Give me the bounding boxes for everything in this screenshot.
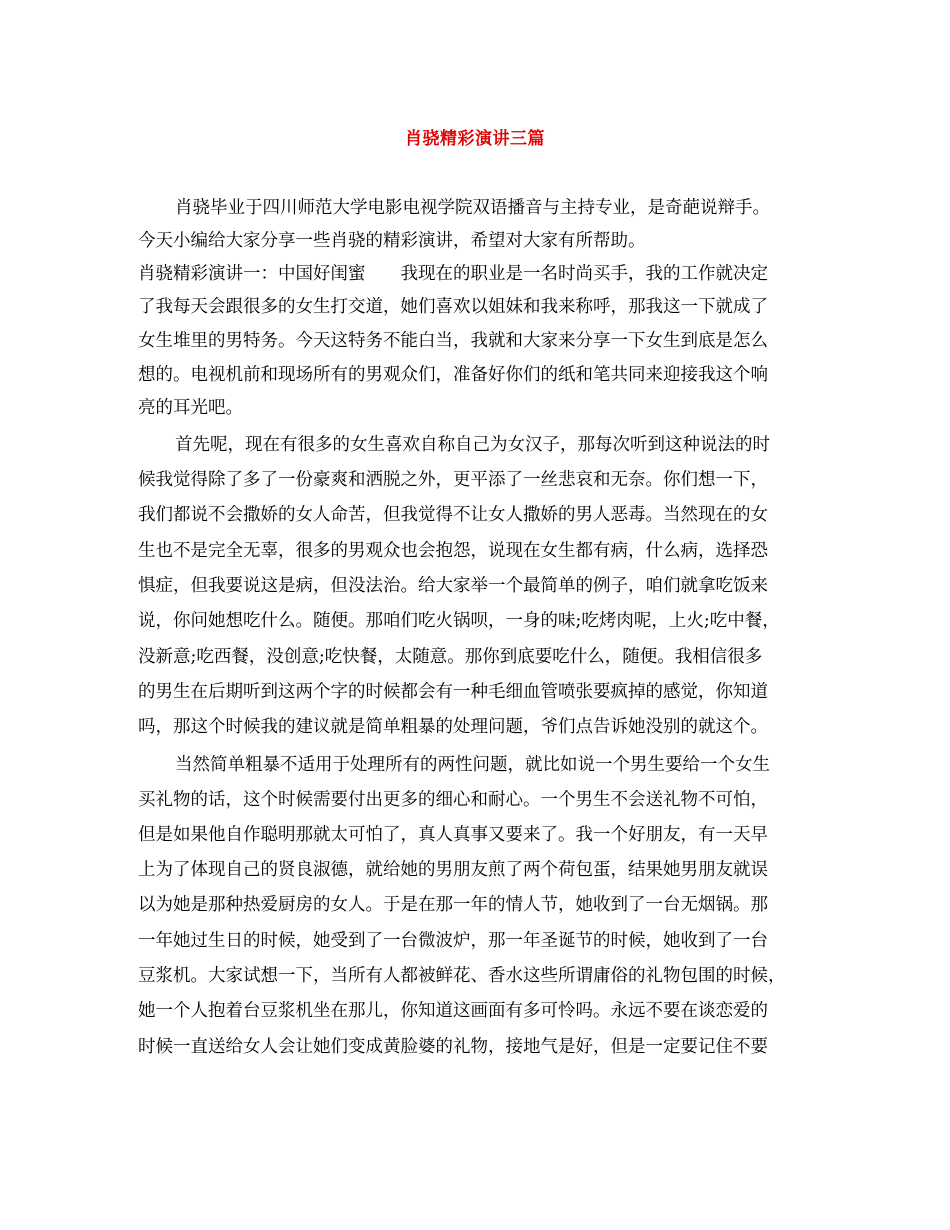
paragraph-line: 的男生在后期听到这两个字的时候都会有一种毛细血管喷张要疯掉的感觉，你知道 — [138, 682, 768, 702]
paragraph-line: 惧症，但我要说这是病，但没法治。给大家举一个最简单的例子，咱们就拿吃饭来 — [138, 576, 768, 596]
paragraph-line: 一年她过生日的时候，她受到了一台微波炉，那一年圣诞节的时候，她收到了一台 — [138, 931, 768, 951]
paragraph-line: 但是如果他自作聪明那就太可怕了，真人真事又要来了。我一个好朋友，有一天早 — [138, 825, 768, 845]
paragraph-line: 说，你问她想吃什么。随便。那咱们吃火锅呗，一身的味;吃烤肉呢，上火;吃中餐， — [138, 611, 780, 631]
paragraph-line: 没新意;吃西餐，没创意;吃快餐，太随意。那你到底要吃什么，随便。我相信很多 — [138, 647, 763, 667]
paragraph-line: 吗，那这个时候我的建议就是简单粗暴的处理问题，爷们点告诉她没别的就这个。 — [138, 717, 768, 737]
paragraph-line: 以为她是那种热爱厨房的女人。于是在那一年的情人节，她收到了一台无烟锅。那 — [138, 895, 768, 915]
paragraph-line: 女生堆里的男特务。今天这特务不能白当，我就和大家来分享一下女生到底是怎么 — [138, 331, 768, 351]
paragraph-line: 时候一直送给女人会让她们变成黄脸婆的礼物，接地气是好，但是一定要记住不要 — [138, 1037, 768, 1057]
paragraph-line: 肖骁精彩演讲一：中国好闺蜜 我现在的职业是一名时尚买手，我的工作就决定 — [138, 264, 768, 284]
paragraph-line: 生也不是完全无辜，很多的男观众也会抱怨，说现在女生都有病，什么病，选择恐 — [138, 541, 768, 561]
paragraph-line: 了我每天会跟很多的女生打交道，她们喜欢以姐妹和我来称呼，那我这一下就成了 — [138, 297, 768, 317]
paragraph-line: 肖骁毕业于四川师范大学电影电视学院双语播音与主持专业，是奇葩说辩手。 — [175, 198, 770, 218]
paragraph-line: 当然简单粗暴不适用于处理所有的两性问题，就比如说一个男生要给一个女生 — [175, 755, 770, 775]
document-title: 肖骁精彩演讲三篇 — [405, 129, 545, 149]
paragraph-line: 候我觉得除了多了一份豪爽和洒脱之外，更平添了一丝悲哀和无奈。你们想一下， — [138, 470, 768, 490]
paragraph-line: 首先呢，现在有很多的女生喜欢自称自己为女汉子，那每次听到这种说法的时 — [175, 435, 770, 455]
paragraph-line: 想的。电视机前和现场所有的男观众们，准备好你们的纸和笔共同来迎接我这个响 — [138, 365, 768, 385]
paragraph-line: 亮的耳光吧。 — [138, 398, 243, 418]
paragraph-line: 豆浆机。大家试想一下，当所有人都被鲜花、香水这些所谓庸俗的礼物包围的时候， — [138, 966, 786, 986]
paragraph-line: 上为了体现自己的贤良淑德，就给她的男朋友煎了两个荷包蛋，结果她男朋友就误 — [138, 860, 768, 880]
paragraph-line: 今天小编给大家分享一些肖骁的精彩演讲，希望对大家有所帮助。 — [138, 231, 646, 251]
paragraph-line: 她一个人抱着台豆浆机坐在那儿，你知道这画面有多可怜吗。永远不要在谈恋爱的 — [138, 1001, 768, 1021]
paragraph-line: 买礼物的话，这个时候需要付出更多的细心和耐心。一个男生不会送礼物不可怕， — [138, 790, 768, 810]
paragraph-line: 我们都说不会撒娇的女人命苦，但我觉得不让女人撒娇的男人恶毒。当然现在的女 — [138, 505, 768, 525]
